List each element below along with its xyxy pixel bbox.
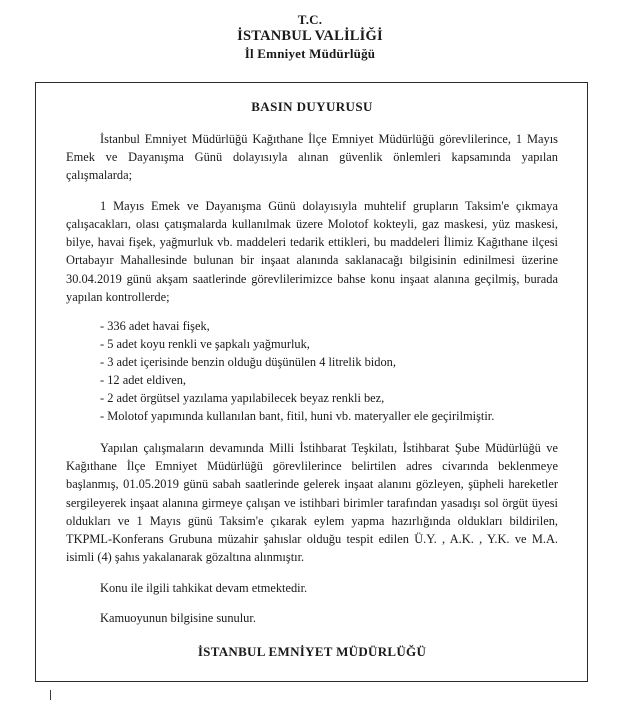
signature-block: İSTANBUL EMNİYET MÜDÜRLÜĞÜ — [197, 644, 427, 660]
letterhead-line-republic: T.C. — [297, 12, 323, 27]
list-item: - 2 adet örgütsel yazılama yapılabilecek beyaz renkli bez, — [100, 391, 385, 406]
paragraph-investigation-ongoing: Konu ile ilgili tahkikat devam etmektedir. — [100, 580, 308, 595]
list-item: - 3 adet içerisinde benzin olduğu düşünülen 4 litrelik bidon, — [100, 355, 396, 370]
list-item: - 336 adet havai fişek, — [100, 319, 210, 334]
letterhead-line-police-directorate: İl Emniyet Müdürlüğü — [244, 45, 376, 61]
list-item: - 5 adet koyu renkli ve şapkalı yağmurluk, — [100, 337, 310, 352]
list-item: - 12 adet eldiven, — [100, 373, 187, 388]
document-body — [66, 99, 558, 660]
paragraph-arrests: Yapılan çalışmaların devamında Milli İstihbarat Teşkilatı, İstihbarat Şube Müdürlüğü ve Kağıthane İlçe Emniyet Müdürlüğü görevlilerince belirtilen adres civarında beklenmeye başlanmış, 01.05.2019 günü sabah saatlerinde gelerek inşaat alanını gözleyen, şüpheli hareketler sergileyerek inşaat alanına girmeye çalışan ve istihbari birimler tarafından yasadışı sol örgüt üyesi oldukları ve 1 Mayıs günü Taksim'e çıkarak eylem yapma hazırlığında oldukları bildirilen, TKPML-Konferans Grubuna müzahir şahıslar olduğu tespit edilen Ü.Y. , A.K. , Y.K. ve M.A. isimli (4) şahıs yakalanarak gözaltına alınmıştır. — [66, 441, 558, 565]
letterhead — [0, 12, 620, 61]
seized-items-list — [66, 318, 558, 426]
document-title: BASIN DUYURUSU — [251, 99, 373, 114]
document-frame — [35, 82, 588, 682]
letterhead-line-governorship: İSTANBUL VALİLİĞİ — [237, 27, 383, 44]
footer-tick-mark — [50, 690, 51, 700]
list-item: - Molotof yapımında kullanılan bant, fitil, huni vb. materyaller ele geçirilmiştir. — [100, 409, 495, 424]
paragraph-operation-details: 1 Mayıs Emek ve Dayanışma Günü dolayısıyla muhtelif grupların Taksim'e çıkmaya çalışacakları, olası çatışmalarda kullanılmak üzere Molotof kokteyli, gaz maskesi, yüz maskesi, bilye, havai fişek, yağmurluk vb. maddeleri tedarik ettikleri, bu maddeleri İlimiz Kağıthane ilçesi Ortabayır Mahallesinde bulunan bir inşaat alanında saklanacağı bilgisinin edinilmesi üzerine 30.04.2019 günü akşam saatlerinde görevlilerimizce bahse konu inşaat alanına geçilmiş, burada yapılan kontrollerde; — [66, 198, 558, 304]
paragraph-intro: İstanbul Emniyet Müdürlüğü Kağıthane İlçe Emniyet Müdürlüğü görevlilerince, 1 Mayıs Emek ve Dayanışma Günü dolayısıyla alınan güvenlik önlemleri kapsamında yapılan çalışmalarda; — [66, 132, 558, 183]
paragraph-public-notice: Kamuoyunun bilgisine sunulur. — [100, 610, 256, 625]
